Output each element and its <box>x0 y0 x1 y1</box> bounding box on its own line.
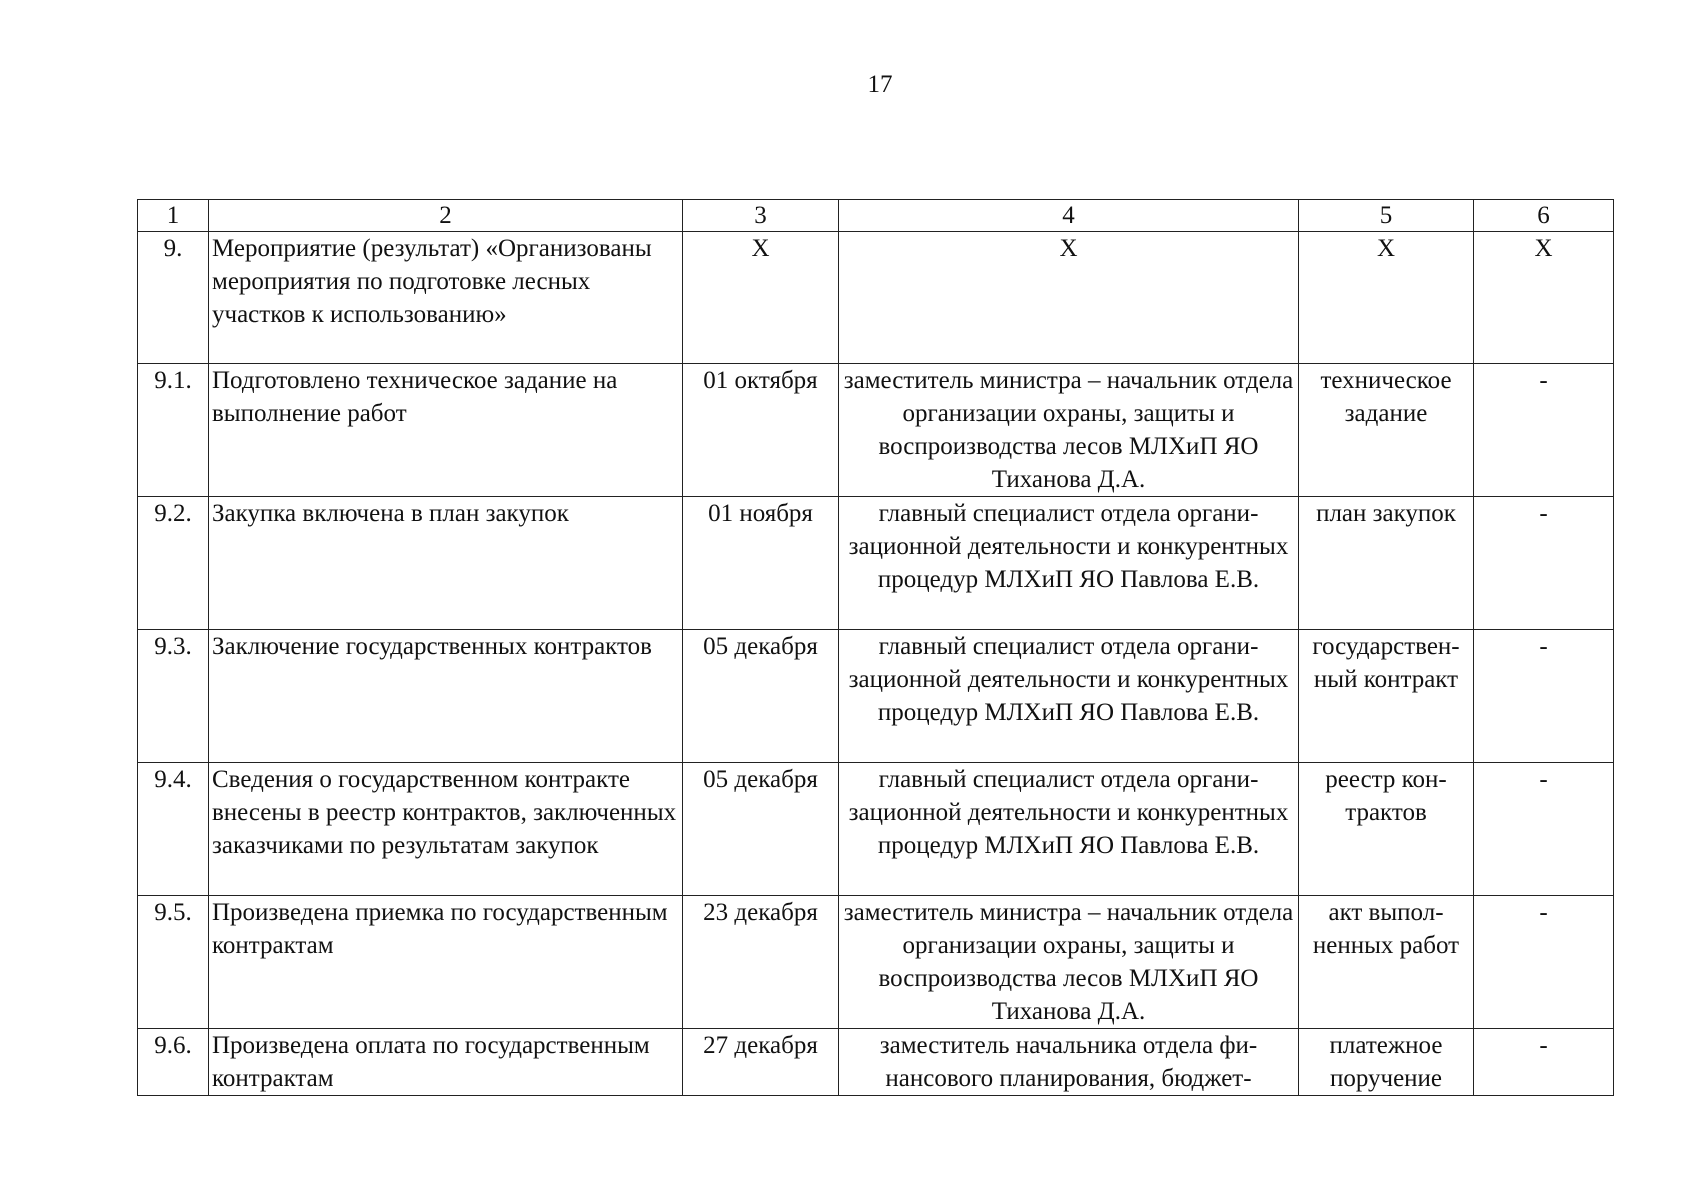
table-row <box>138 896 1614 1029</box>
header-cell: 1 <box>138 200 209 232</box>
header-cell: 6 <box>1474 200 1614 232</box>
row-title: Сведения о государственном контракте внесены в реестр контрактов, заключенных заказчиками по результатам закупок <box>209 763 683 896</box>
header-cell: 5 <box>1299 200 1474 232</box>
row-date: 05 декабря <box>683 630 839 763</box>
row-responsible: главный специалист отдела организационной деятельности и конкурентных процедур МЛХиП ЯО Павлова Е.В. <box>839 630 1299 763</box>
table-row <box>138 232 1614 364</box>
table-row <box>138 630 1614 763</box>
table-row <box>138 364 1614 497</box>
row-col6: Х <box>1474 232 1614 364</box>
row-col6: - <box>1474 497 1614 630</box>
row-title: Закупка включена в план закупок <box>209 497 683 630</box>
row-number: 9.1. <box>138 364 209 497</box>
row-col6: - <box>1474 1029 1614 1096</box>
row-document: платежное поручение <box>1299 1029 1474 1096</box>
row-document: акт выполненных работ <box>1299 896 1474 1029</box>
header-cell: 3 <box>683 200 839 232</box>
row-date: 01 ноября <box>683 497 839 630</box>
row-title: Произведена оплата по государственным контрактам <box>209 1029 683 1096</box>
plan-table <box>137 199 1614 1096</box>
row-responsible: заместитель министра – начальник отдела организации охраны, защиты и воспроизводства лесов МЛХиП ЯО Тиханова Д.А. <box>839 364 1299 497</box>
row-responsible: главный специалист отдела организационной деятельности и конкурентных процедур МЛХиП ЯО Павлова Е.В. <box>839 763 1299 896</box>
table-row <box>138 497 1614 630</box>
row-responsible: главный специалист отдела организационной деятельности и конкурентных процедур МЛХиП ЯО Павлова Е.В. <box>839 497 1299 630</box>
row-col6: - <box>1474 364 1614 497</box>
row-document: Х <box>1299 232 1474 364</box>
row-title: Заключение государственных контрактов <box>209 630 683 763</box>
row-title: Мероприятие (результат) «Организованы мероприятия по подготовке лесных участков к использованию» <box>209 232 683 364</box>
header-cell: 2 <box>209 200 683 232</box>
row-responsible: заместитель министра – начальник отдела организации охраны, защиты и воспроизводства лесов МЛХиП ЯО Тиханова Д.А. <box>839 896 1299 1029</box>
row-title: Подготовлено техническое задание на выполнение работ <box>209 364 683 497</box>
row-number: 9. <box>138 232 209 364</box>
row-number: 9.2. <box>138 497 209 630</box>
row-col6: - <box>1474 896 1614 1029</box>
row-responsible: заместитель начальника отдела финансового планирования, бюджет- <box>839 1029 1299 1096</box>
row-responsible: Х <box>839 232 1299 364</box>
row-document: план закупок <box>1299 497 1474 630</box>
row-document: государственный контракт <box>1299 630 1474 763</box>
row-date: 27 декабря <box>683 1029 839 1096</box>
row-date: 01 октября <box>683 364 839 497</box>
row-date: 05 декабря <box>683 763 839 896</box>
row-col6: - <box>1474 630 1614 763</box>
table-row <box>138 763 1614 896</box>
row-col6: - <box>1474 763 1614 896</box>
row-date: Х <box>683 232 839 364</box>
page-number: 17 <box>867 71 893 98</box>
row-document: реестр контрактов <box>1299 763 1474 896</box>
header-cell: 4 <box>839 200 1299 232</box>
row-number: 9.6. <box>138 1029 209 1096</box>
row-title: Произведена приемка по государственным контрактам <box>209 896 683 1029</box>
row-number: 9.5. <box>138 896 209 1029</box>
row-date: 23 декабря <box>683 896 839 1029</box>
table-row <box>138 1029 1614 1096</box>
table-header-row <box>138 200 1614 232</box>
row-number: 9.4. <box>138 763 209 896</box>
row-document: техническое задание <box>1299 364 1474 497</box>
row-number: 9.3. <box>138 630 209 763</box>
